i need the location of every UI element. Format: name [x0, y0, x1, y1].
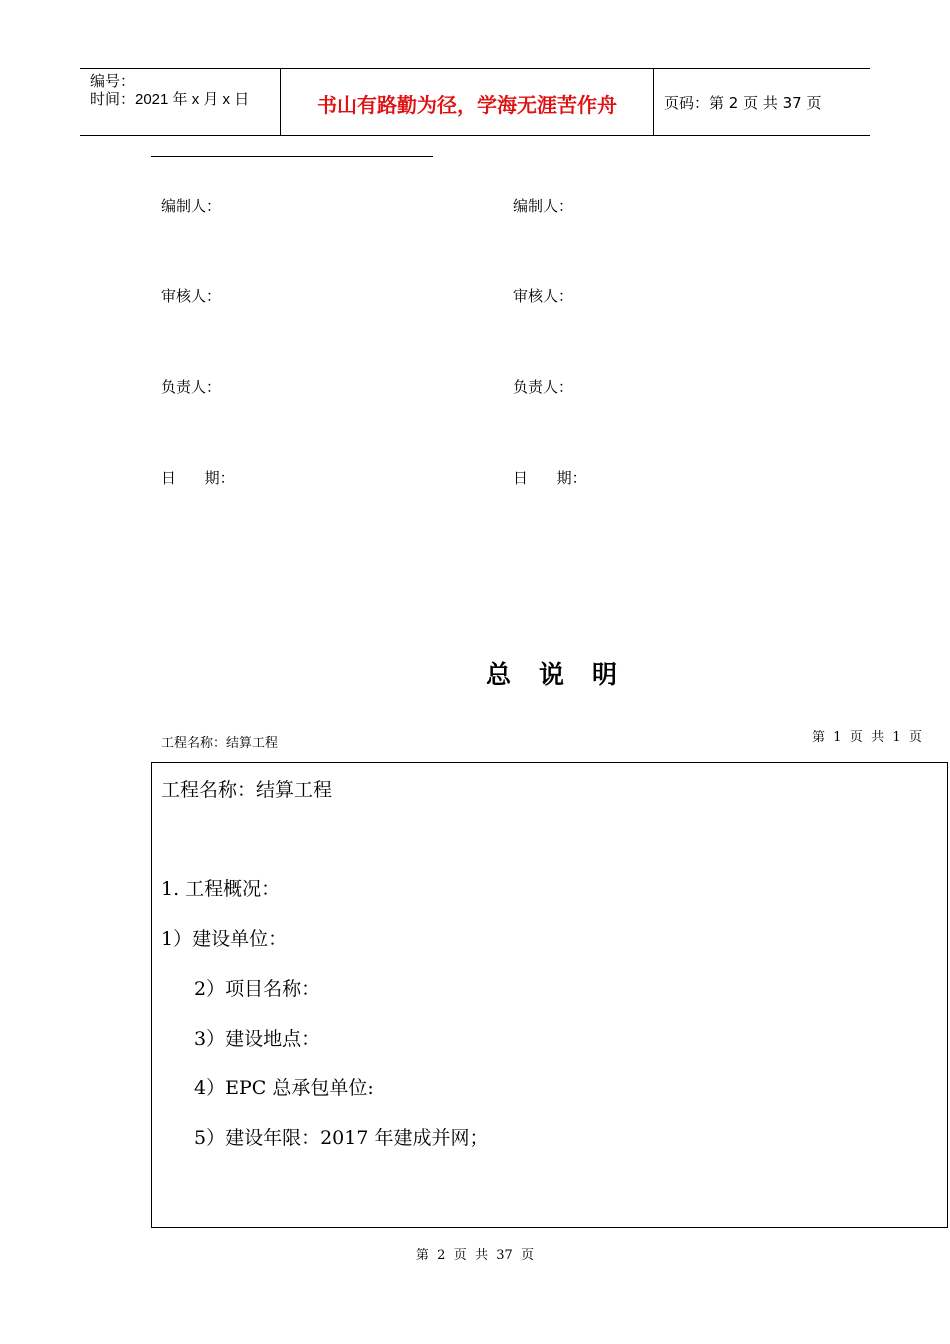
right-responsible-label: 负责人： — [513, 378, 574, 396]
right-reviewer-label: 审核人： — [513, 287, 574, 305]
header-page-code: 页码：第 2 页 共 37 页 — [664, 94, 822, 112]
left-date-label: 日 期： — [161, 469, 235, 487]
page-footer: 第 2 页 共 37 页 — [415, 1248, 535, 1263]
description-box — [151, 762, 948, 1228]
content-project-name: 工程名称：结算工程 — [161, 779, 333, 801]
header-right-cell — [654, 69, 870, 135]
header-divider — [151, 156, 433, 157]
left-responsible-label: 负责人： — [161, 378, 222, 396]
content-item: 5）建设年限：2017 年建成并网； — [194, 1127, 489, 1149]
right-compiler-label: 编制人： — [513, 197, 574, 215]
content-item: 4）EPC 总承包单位: — [194, 1077, 374, 1099]
header-mid-cell — [281, 69, 654, 135]
content-item: 3）建设地点： — [194, 1028, 321, 1050]
document-time: 时间：2021 年 x 月 x 日 — [90, 91, 250, 108]
section-page-info: 第 1 页 共 1 页 — [812, 730, 922, 745]
header-motto: 书山有路勤为径，学海无涯苦作舟 — [317, 93, 617, 117]
left-compiler-label: 编制人： — [161, 197, 222, 215]
right-date-label: 日 期： — [513, 469, 587, 487]
left-reviewer-label: 审核人： — [161, 287, 222, 305]
project-name-subhead: 工程名称：结算工程 — [161, 736, 279, 751]
document-number-label: 编号： — [90, 73, 136, 90]
header-left-cell — [80, 69, 281, 135]
section-title: 总说明 — [486, 660, 646, 689]
page-header — [80, 68, 870, 136]
content-item: 1）建设单位： — [161, 928, 288, 950]
content-overview-heading: 1. 工程概况： — [161, 878, 281, 900]
content-item: 2）项目名称： — [194, 978, 321, 1000]
